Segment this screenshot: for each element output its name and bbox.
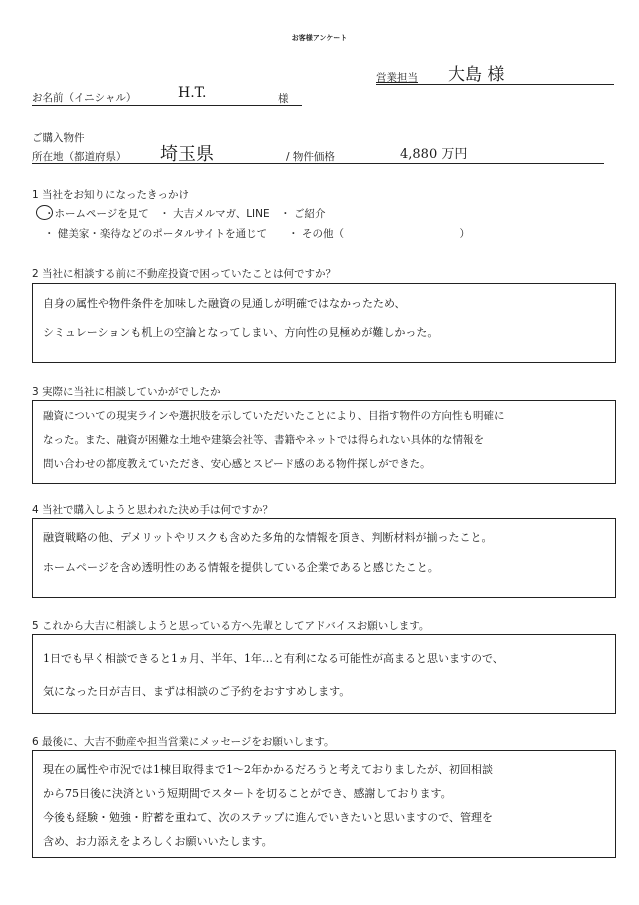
name-suffix: 様 [278, 93, 289, 105]
sales-rep-value: 大島 様 [448, 65, 505, 85]
q3-question: 3 実際に当社に相談していかがでしたか [32, 386, 221, 398]
q6-answer-line: 含め、お力添えをよろしくお願いいたします。 [43, 835, 273, 848]
name-label: お名前（イニシャル） [32, 92, 137, 104]
q5-question: 5 これから大吉に相談しようと思っている方へ先輩としてアドバイスお願いします。 [32, 620, 430, 632]
name-underline [32, 105, 302, 106]
q4-question: 4 当社で購入しようと思われた決め手は何ですか？ [32, 504, 274, 516]
sales-rep-underline [376, 84, 614, 85]
q2-answer-line: 自身の属性や物件条件を加味した融資の見通しが明確ではなかったため、 [43, 297, 406, 310]
name-value: H.T. [178, 85, 207, 101]
q6-answer-line: 現在の属性や市況では1棟目取得まで1〜2年かかるだろうと考えておりましたが、初回相談 [43, 763, 493, 776]
q1-question: 1 当社をお知りになったきっかけ [32, 189, 190, 201]
q3-answer-line: 問い合わせの都度教えていただき、安心感とスピード感のある物件探しができた。 [43, 458, 431, 470]
location-value: 埼玉県 [160, 144, 214, 165]
q3-answer-box [32, 400, 616, 484]
q3-answer-line: なった。また、融資が困難な土地や建築会社等、書籍やネットでは得られない具体的な情報を [43, 434, 484, 446]
q5-answer-box [32, 634, 616, 714]
q1-options-row1: ・ホームページを見て ・ 大吉メルマガ、LINE ・ ご紹介 [44, 208, 326, 220]
price-label: / 物件価格 [286, 151, 335, 163]
q5-answer-line: 気になった日が吉日、まずは相談のご予約をおすすめします。 [43, 685, 351, 698]
q6-answer-line: から75日後に決済という短期間でスタートを切ることができ、感謝しております。 [43, 787, 452, 800]
q3-answer-line: 融資についての現実ラインや選択肢を示していただいたことにより、目指す物件の方向性も明確に [43, 410, 505, 422]
property-underline [32, 163, 604, 164]
q2-answer-box [32, 283, 616, 363]
q4-answer-line: ホームページを含め透明性のある情報を提供している企業であると感じたこと。 [43, 561, 439, 574]
sales-rep-label: 営業担当 [376, 72, 418, 84]
q2-answer-line: シミュレーションも机上の空論となってしまい、方向性の見極めが難しかった。 [43, 326, 439, 339]
q4-answer-box [32, 518, 616, 598]
property-heading: ご購入物件 [32, 132, 85, 144]
q2-question: 2 当社に相談する前に不動産投資で困っていたことは何ですか？ [32, 268, 337, 280]
q6-answer-line: 今後も経験・勉強・貯蓄を重ねて、次のステップに進んでいきたいと思いますので、管理を [43, 811, 494, 824]
q5-answer-line: 1日でも早く相談できると1ヵ月、半年、1年…と有利になる可能性が高まると思いますので、 [43, 652, 504, 665]
page-title: お客様アンケート [291, 34, 348, 42]
q6-answer-box [32, 750, 616, 858]
price-value: 4,880 万円 [400, 147, 468, 162]
q1-options-row2: ・ 健美家・楽待などのポータルサイトを通じて ・ その他（ ） [44, 228, 470, 240]
q4-answer-line: 融資戦略の他、デメリットやリスクも含めた多角的な情報を頂き、判断材料が揃ったこと。 [43, 531, 493, 544]
q6-question: 6 最後に、大吉不動産や担当営業にメッセージをお願いします。 [32, 736, 335, 748]
location-label: 所在地（都道府県） [32, 151, 127, 163]
